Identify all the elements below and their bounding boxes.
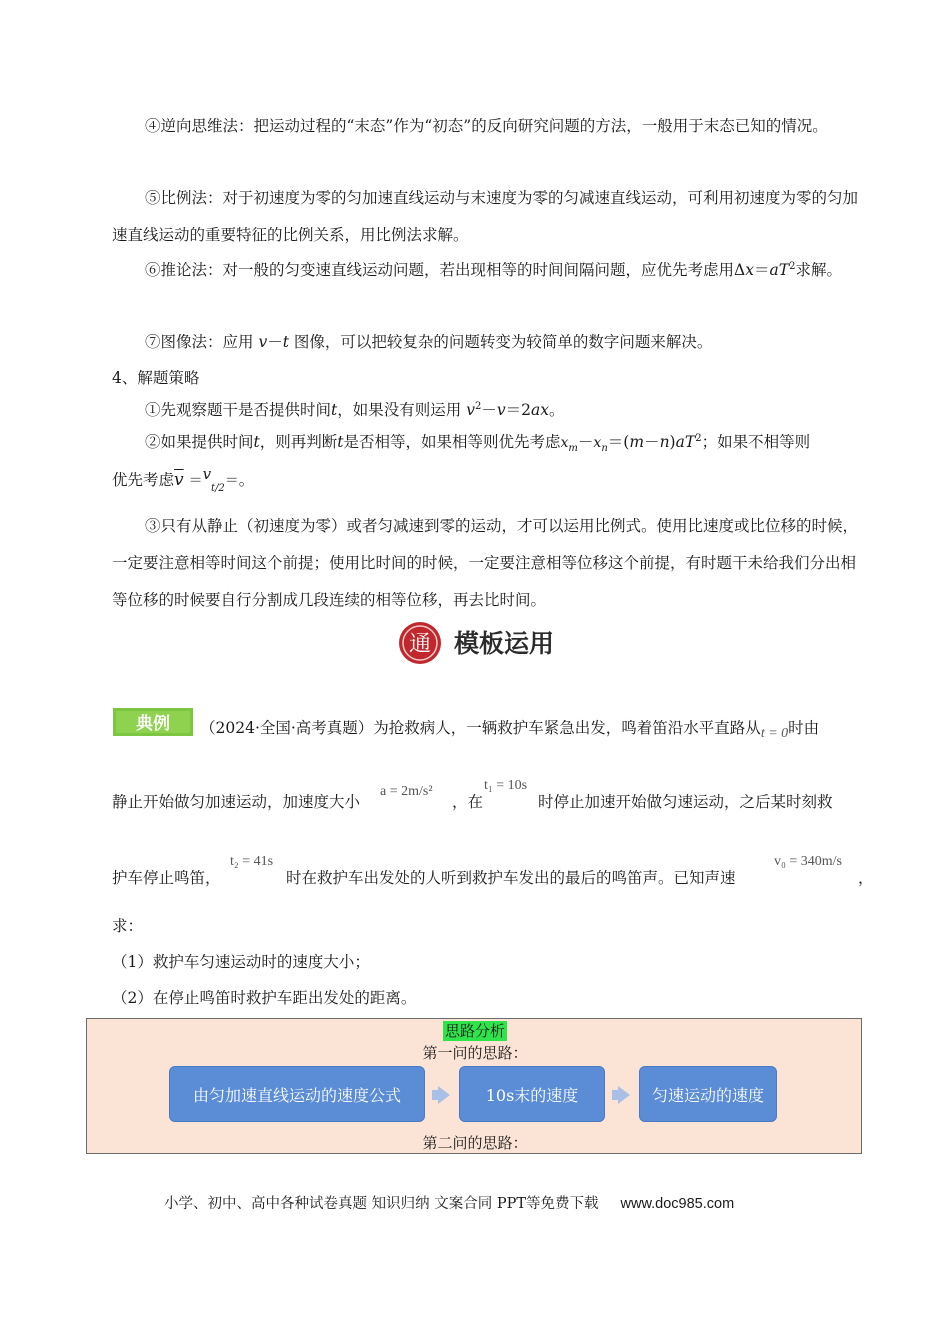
method-reverse: ④逆向思维法：把运动过程的“末态”作为“初态”的反向研究问题的方法，一般用于末态已知的情况。 [145,117,828,135]
footer-text: 小学、初中、高中各种试卷真题 知识归纳 文案合同 PPT等免费下载 [164,1196,599,1212]
q2-label: 第二问的思路： [422,1134,528,1152]
banner-badge: 通 [408,632,432,657]
example-tag [113,708,193,736]
question-1: （1）救护车匀速运动时的速度大小； [112,953,370,971]
method-ratio: ⑤比例法：对于初速度为零的匀加速直线运动与末速度为零的匀减速直线运动，可利用初速度为零的匀加速直线运动的重要特征的比例关系，用比例法求解。 [112,189,859,244]
formula-v0: v₀ = 340m/s [774,854,843,869]
strategy-heading: 4、解题策略 [112,369,200,387]
flow-step-3: 匀速运动的速度 [639,1066,777,1122]
flow-step-1: 由匀加速直线运动的速度公式 [169,1066,425,1122]
banner-title: 模板运用 [454,629,555,658]
question-2: （2）在停止鸣笛时救护车距出发处的距离。 [112,989,417,1007]
svg-text:典例: 典例 [136,714,170,734]
example-line2: 静止开始做匀加速运动，加速度大小 [112,793,361,811]
formula-t1: t₁ = 10s [484,778,528,793]
flow-step-2: 10s末的速度 [459,1066,605,1122]
strategy-2: ②如果提供时间t，则再判断t是否相等，如果相等则优先考虑$x_m-x_n=(m-n)aT^2$；如果不相等则 [145,432,811,454]
footer-url[interactable]: www.doc985.com [620,1196,735,1212]
q1-label: 第一问的思路： [422,1044,528,1062]
analysis-title: 思路分析 [445,1022,506,1040]
formula-a: a = 2m/s² [380,784,433,799]
strategy-2-line2: 优先考虑$\overline{v} =v_{t/2}=$。 [112,465,255,495]
template-banner [396,620,586,666]
formula-t0: t = 0 [760,726,789,741]
method-graph: ⑦图像法：应用 v－t 图像，可以把较复杂的问题转变为较简单的数字问题来解决。 [145,333,713,351]
analysis-box [86,1018,862,1154]
arrow-right-icon [438,1086,450,1104]
footer [164,1192,734,1213]
strategy-1: ①先观察题干是否提供时间t，如果没有则运用 $v^2-v=2ax$。 [145,400,565,419]
formula-t2: t₂ = 41s [230,854,274,869]
strategy-3: ③只有从静止（初速度为零）或者匀减速到零的运动，才可以运用比例式。使用比速度或比位移的时候，一定要注意相等时间这个前提；使用比时间的时候，一定要注意相等位移这个前提，有时题干未给我们分出相等位移的时候要自行分割成几段连续的相等位移，再去比时间。 [112,517,859,609]
example-line4: 求： [112,917,144,935]
arrow-right-icon [618,1086,630,1104]
example-line1: （2024·全国·高考真题）为抢救病人，一辆救护车紧急出发，鸣着笛沿水平直路从t = 0时由 [200,719,820,741]
method-inference: ⑥推论法：对一般的匀变速直线运动问题，若出现相等的时间间隔问题，应优先考虑用$\Delta x=aT^2$求解。 [145,260,842,279]
example-line3: 护车停止鸣笛， [112,869,221,887]
